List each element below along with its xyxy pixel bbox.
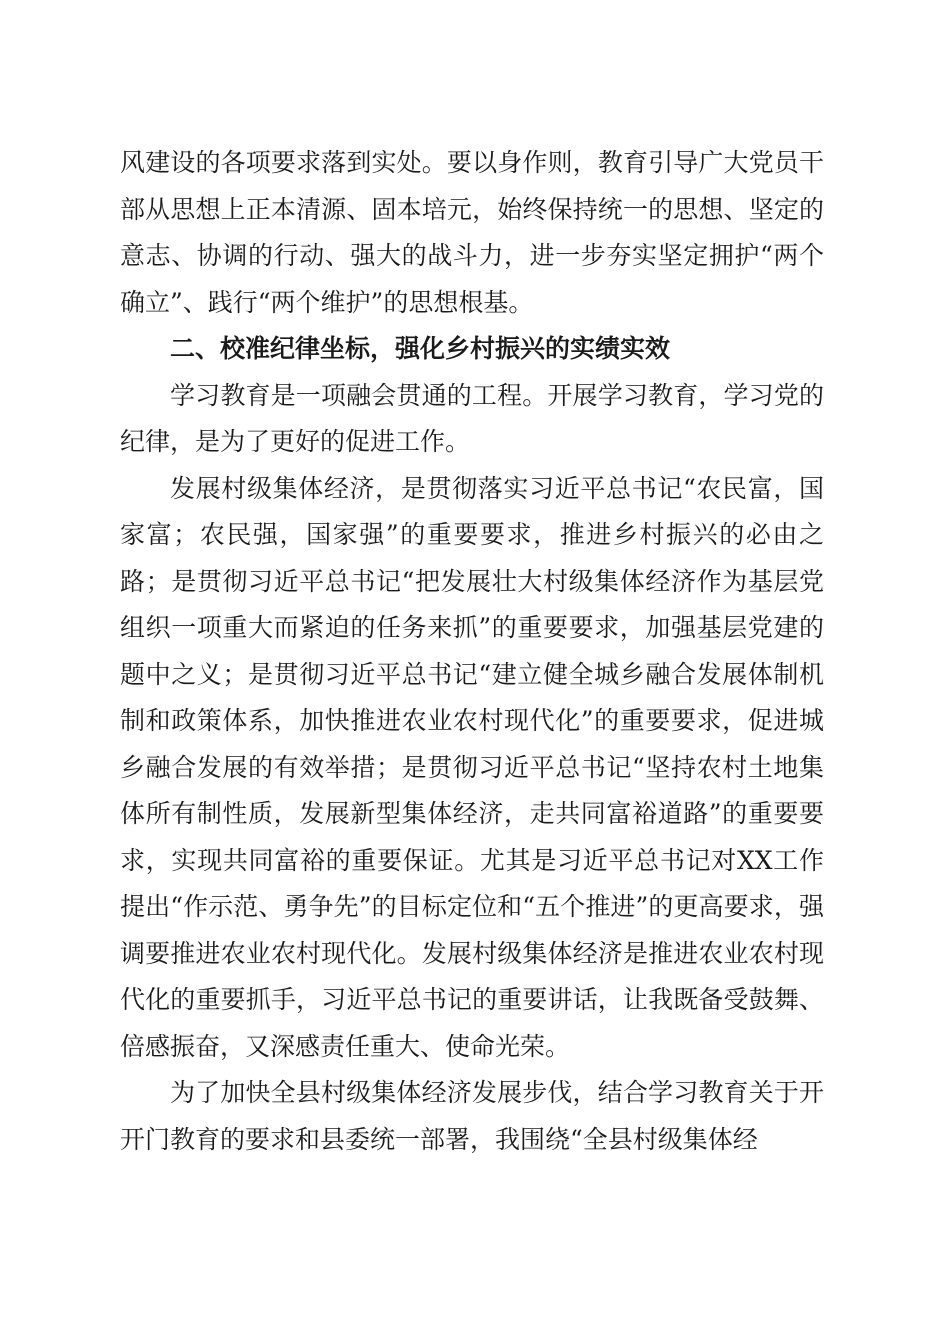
paragraph-collective-economy: 发展村级集体经济，是贯彻落实习近平总书记“农民富，国家富；农民强，国家强”的重要要求，推进乡村振兴的必由之路；是贯彻习近平总书记“把发展壮大村级集体经济作为基层党组织一项重大而紧迫的任务来抓”的重要要求，加强基层党建的题中之义；是贯彻习近平总书记“建立健全城乡融合发展体制机制和政策体系，加快推进农业农村现代化”的重要要求，促进城乡融合发展的有效举措；是贯彻习近平总书记“坚持农村土地集体所有制性质，发展新型集体经济，走共同富裕道路”的重要要求，实现共同富裕的重要保证。尤其是习近平总书记对XX工作提出“作示范、勇争先”的目标定位和“五个推进”的更高要求，强调要推进农业农村现代化。发展村级集体经济是推进农业农村现代化的重要抓手，习近平总书记的重要讲话，让我既备受鼓舞、倍感振奋，又深感责任重大、使命光荣。 [120, 473, 824, 1061]
paragraph-intro: 学习教育是一项融会贯通的工程。开展学习教育，学习党的纪律，是为了更好的促进工作。 [120, 380, 824, 456]
section-heading: 二、校准纪律坐标，强化乡村振兴的实绩实效 [170, 334, 671, 363]
paragraph-continuation: 风建设的各项要求落到实处。要以身作则，教育引导广大党员干部从思想上正本清源、固本培元，始终保持统一的思想、坚定的意志、协调的行动、强大的战斗力，进一步夯实坚定拥护“两个确立”、践行“两个维护”的思想根基。 [120, 148, 824, 317]
paragraph-county-plan: 为了加快全县村级集体经济发展步伐，结合学习教育关于开开门教育的要求和县委统一部署，我围绕“全县村级集体经 [120, 1078, 824, 1154]
document-body [120, 140, 824, 1163]
